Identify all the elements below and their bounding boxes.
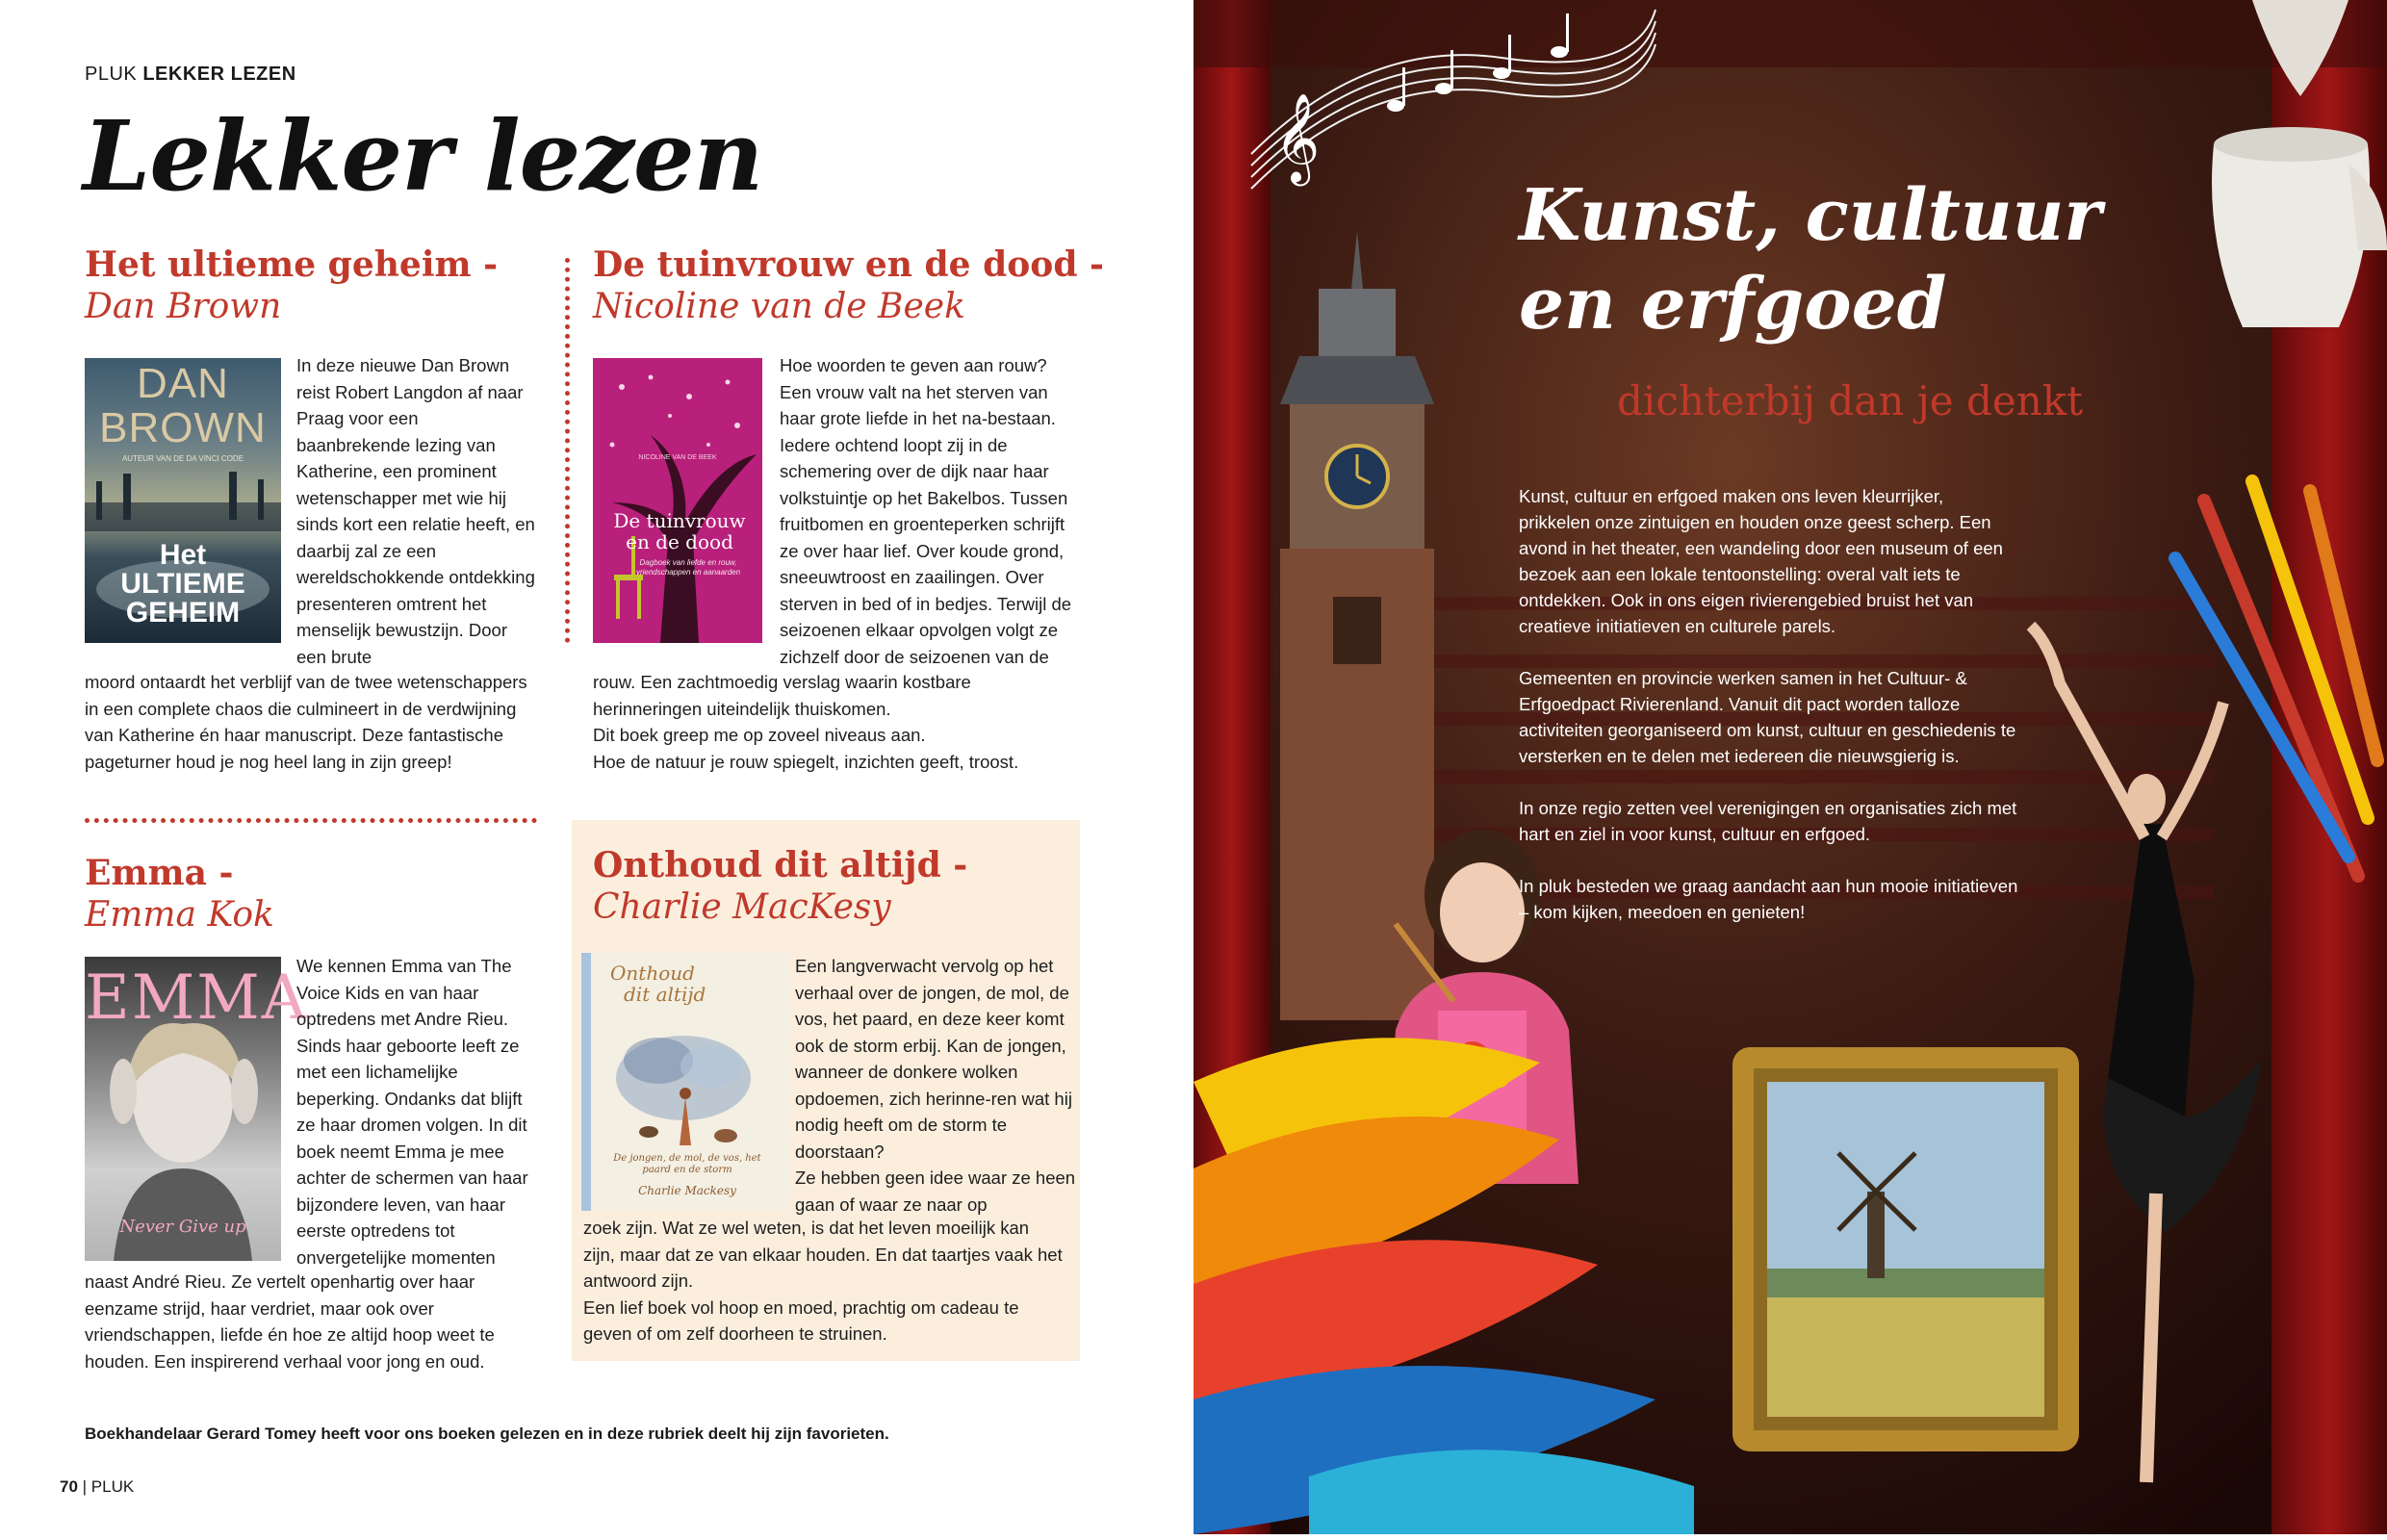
- feature-paragraph-3: In onze regio zetten veel verenigingen en organisaties zich met hart en ziel in voor kunst, cultuur en erfgoed.: [1519, 798, 2017, 844]
- book-3-title: Emma -: [85, 853, 234, 893]
- feature-title-line-2: en erfgoed: [1519, 263, 1947, 346]
- cover-title-3: GEHEIM: [125, 597, 241, 629]
- book-2-cover-subtitle: Dagboek van liefde en rouw, vriendschappen en aanaarden: [635, 558, 741, 577]
- book-1-cover-author: [85, 362, 281, 450]
- feature-title-line-1: Kunst, cultuur: [1519, 174, 2102, 257]
- section-divider-dotted: [85, 818, 537, 823]
- book-3-cover-name: EMMA: [85, 962, 308, 1034]
- reviewer-credit: Boekhandelaar Gerard Tomey heeft voor ons boeken gelezen en in deze rubriek deelt hij zijn favorieten.: [85, 1424, 889, 1443]
- feature-paragraph-4: In pluk besteden we graag aandacht aan hun mooie initiatieven – kom kijken, meedoen en genieten!: [1519, 876, 2018, 922]
- book-4-text-beside: [795, 953, 1080, 1218]
- right-page: [1194, 0, 2387, 1534]
- cover-author-last: BROWN: [99, 404, 267, 451]
- book-2-text-below-2: Dit boek greep me op zoveel niveaus aan.: [593, 725, 926, 745]
- book-1-cover-title: [85, 541, 281, 628]
- feature-body: [1519, 483, 2019, 951]
- feature-subtitle: dichterbij dan je denkt: [1617, 377, 2084, 424]
- book-4-title: Onthoud dit altijd -: [593, 845, 968, 886]
- book-1-cover-tag: AUTEUR VAN DE DA VINCI CODE: [121, 454, 244, 463]
- page-number: 70: [60, 1477, 78, 1496]
- music-staff-icon: [1251, 0, 1656, 192]
- feature-paragraph-1: Kunst, cultuur en erfgoed maken ons leven kleurrijker, prikkelen onze zintuigen en houden onze geest scherp. Een avond in het theater, een wandeling door een museum of een bezoek aan een lokale tentoonstelling: overal valt iets te ontdekken. Ook in ons eigen rivierengebied bruist het van creatieve initiatieven en culturele parels.: [1519, 486, 2003, 636]
- book-1-text-beside: In deze nieuwe Dan Brown reist Robert Langdon af naar Praag voor een baanbrekende lezing van Katherine, een prominent wetenschapper met wie hij sinds kort een relatie heeft, en daarbij zal ze een wereldschokkende ontdekking presenteren omtrent het menselijk bewustzijn. Door een brute: [296, 355, 535, 667]
- treble-clef-icon: 𝄞: [1274, 92, 1321, 182]
- book-3-cover-signature: Never Give up: [119, 1217, 246, 1237]
- book-2-text-below-1: rouw. Een zachtmoedig verslag waarin kostbare herinneringen uiteindelijk thuiskomen.: [593, 672, 971, 719]
- book-4-cover: [581, 953, 789, 1211]
- book-4-text-below: [583, 1215, 1065, 1348]
- book-1-cover: [85, 358, 281, 643]
- book-1-author: Dan Brown: [85, 287, 282, 327]
- kicker-section: LEKKER LEZEN: [142, 64, 296, 85]
- folio-magazine: PLUK: [90, 1477, 135, 1496]
- book-2-cover-art: [593, 358, 762, 643]
- cover-author-first: DAN: [137, 360, 229, 407]
- book-4-text-below-2: Een lief boek vol hoop en moed, prachtig om cadeau te geven of om zelf doorheen te struinen.: [583, 1296, 1019, 1344]
- cover-title-1: Het: [159, 539, 207, 571]
- book-2-cover: [593, 358, 762, 643]
- pottery-hands-image: [2156, 0, 2387, 346]
- book-4-heading: [593, 845, 967, 928]
- book-2-author: Nicoline van de Beek: [593, 287, 965, 327]
- book-2-text-below-3: Hoe de natuur je rouw spiegelt, inzichten geeft, troost.: [593, 751, 1019, 772]
- book-4-text-below-1: zoek zijn. Wat ze wel weten, is dat het leven moeilijk kan zijn, maar dat ze van elkaar houden. En dat taartjes vaak het antwoord zijn.: [583, 1218, 1063, 1291]
- book-3-text-below: naast André Rieu. Ze vertelt openhartig over haar eenzame strijd, haar verdriet, maar ook over vriendschappen, liefde én hoe ze altijd hoop weet te houden. Een inspirerend verhaal voor jong en oud.: [85, 1271, 495, 1372]
- cover-title-1: Onthoud: [610, 962, 695, 985]
- cover-title-2: en de dood: [626, 530, 733, 553]
- book-3-author: Emma Kok: [85, 895, 274, 936]
- left-page: [0, 0, 1194, 1534]
- paintbrushes-image: [2166, 472, 2377, 895]
- column-divider-dotted: [565, 258, 570, 643]
- book-2-title: De tuinvrouw en de dood -: [593, 244, 1104, 285]
- page-folio: 70 | PLUK: [60, 1477, 135, 1496]
- cover-title-2: dit altijd: [624, 983, 706, 1006]
- feature-title: [1519, 171, 2101, 348]
- feature-paragraph-2: Gemeenten en provincie werken samen in het Cultuur- & Erfgoedpact Rivierenland. Vanuit dit pact worden talloze activiteiten georganiseerd om kunst, cultuur en geschiedenis te versterken en te delen met iedereen die nieuwsgierig is.: [1519, 668, 2016, 766]
- page-title: Lekker lezen: [83, 99, 763, 213]
- section-kicker: [85, 64, 296, 86]
- book-2-cover-title: [603, 510, 757, 552]
- book-1-title: Het ultieme geheim -: [85, 244, 499, 285]
- kicker-magazine: PLUK: [85, 64, 138, 85]
- book-4-author: Charlie MacKesy: [593, 887, 891, 928]
- book-4-cover-author: Charlie Mackesy: [638, 1184, 736, 1197]
- book-4-text-beside-1: Een langverwacht vervolg op het verhaal over de jongen, de mol, de vos, het paard, en deze keer komt ook de storm erbij. Kan de jongen, wanneer de donkere wolken opdoemen, zich herinne-ren wat hij nodig heeft om de storm te doorstaan?: [795, 956, 1072, 1162]
- book-1-text-below: moord ontaardt het verblijf van de twee wetenschappers in een complete chaos die culmineert in de verdwijning van Katherine én haar manuscript. Deze fantastische pageturner houd je nog heel lang in zijn greep!: [85, 672, 527, 772]
- book-3-heading: [85, 853, 274, 936]
- cover-title-1: De tuinvrouw: [613, 509, 746, 532]
- book-3-cover: [85, 957, 308, 1261]
- book-2-cover-author: NICOLINE VAN DE BEEK: [638, 454, 717, 461]
- book-3-text-beside: We kennen Emma van The Voice Kids en van haar optredens met Andre Rieu. Sinds haar geboorte leeft ze met een lichamelijke beperking. Ondanks dat blijft ze haar dromen volgen. In dit boek neemt Emma je mee achter de schermen van haar bijzondere leven, van haar eerste optredens tot onvergetelijke momenten: [296, 956, 528, 1268]
- paint-swirl-image: [1194, 918, 1732, 1534]
- book-1-heading: [85, 244, 498, 327]
- book-4-text-beside-2: Ze hebben geen idee waar ze heen gaan of waar ze naar op: [795, 1168, 1076, 1215]
- book-4-cover-title: [610, 962, 774, 1005]
- book-2-text-below: [593, 669, 1084, 775]
- book-2-text-beside: Hoe woorden te geven aan rouw? Een vrouw valt na het sterven van haar grote liefde in het na-bestaan. Iedere ochtend loopt zij in de schemering over de dijk naar haar volkstuintje op het Bakelbos. Tussen fruitbomen en groenteperken schrijft ze over haar lief. Over koude grond, sneeuwtroost en zaailingen. Over sterven in bed of in bedjes. Terwijl de seizoenen elkaar opvolgen volgt ze zichzelf door de seizoenen van de: [780, 355, 1072, 667]
- book-2-heading: [593, 244, 1104, 327]
- cover-title-2: ULTIEME: [120, 568, 245, 600]
- book-4-cover-subtitle: De jongen, de mol, de vos, het paard en de storm: [613, 1153, 761, 1175]
